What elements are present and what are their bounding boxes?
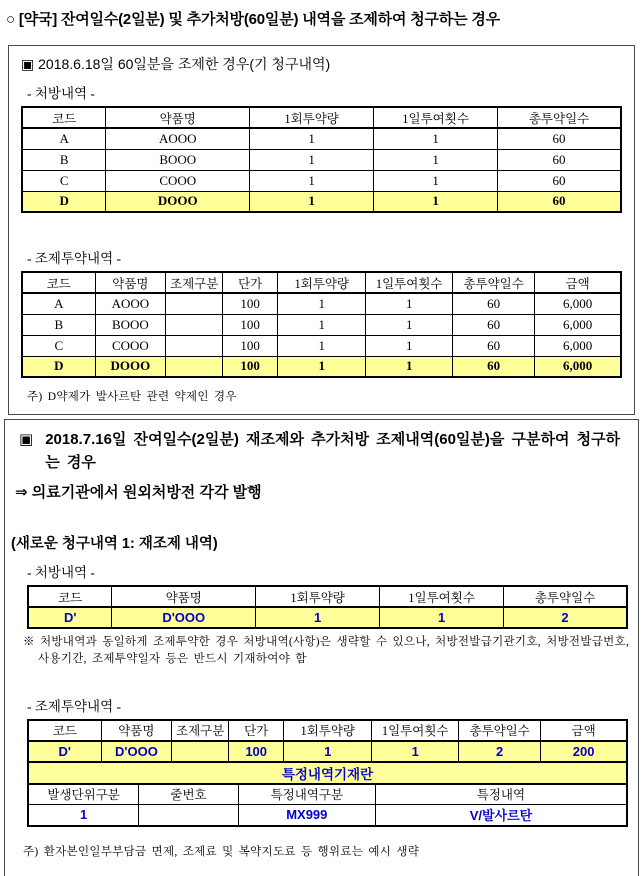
prior-dispense-table <box>21 271 622 378</box>
cell: C <box>22 335 95 356</box>
cell: A <box>22 293 95 314</box>
header-cell: 줄번호 <box>139 784 238 805</box>
table-header-row <box>28 784 627 805</box>
cell: 1 <box>374 191 498 212</box>
page-title: ○ [약국] 잔여일수(2일분) 및 추가처방(60일분) 내역을 조제하여 청구하는 경우 <box>6 11 500 28</box>
cell: BOOO <box>95 314 166 335</box>
cell: 60 <box>498 170 621 191</box>
cell: AOOO <box>106 128 250 149</box>
cell: DOOO <box>106 191 250 212</box>
cell: COOO <box>95 335 166 356</box>
cell: 100 <box>223 335 278 356</box>
cell: 60 <box>453 314 535 335</box>
cell: 1 <box>28 805 139 826</box>
header-cell: 조제구분 <box>166 272 223 293</box>
cell: 2 <box>504 607 627 628</box>
header-cell: 약품명 <box>101 720 172 741</box>
new-claim-footnote: 주) 환자본인일부부담금 면제, 조제료 및 복약지도료 등 행위료는 예시 생략 <box>23 845 420 858</box>
new-claim-subtitle: (새로운 청구내역 1: 재조제 내역) <box>11 536 218 552</box>
header-cell: 총투약일수 <box>498 107 621 128</box>
cell <box>139 805 238 826</box>
cell: D' <box>28 607 112 628</box>
cell: 1 <box>372 741 459 762</box>
cell: 60 <box>498 191 621 212</box>
cell: 60 <box>498 128 621 149</box>
header-cell: 코드 <box>28 720 101 741</box>
cell: 2 <box>459 741 541 762</box>
cell: D'OOO <box>101 741 172 762</box>
cell: 1 <box>250 128 374 149</box>
cell <box>166 335 223 356</box>
cell: BOOO <box>106 149 250 170</box>
cell: 1 <box>250 191 374 212</box>
new-claim-section <box>4 419 639 876</box>
table-header-row <box>28 586 627 607</box>
cell: 1 <box>366 356 453 377</box>
special-detail-band-label: 특정내역기재란 <box>28 762 627 784</box>
header-cell: 1회투약량 <box>256 586 380 607</box>
cell: 1 <box>278 293 366 314</box>
cell: 6,000 <box>535 314 621 335</box>
header-cell: 1회투약량 <box>250 107 374 128</box>
table-row-highlighted <box>22 356 621 377</box>
new-claim-heading <box>19 428 630 474</box>
cell: 6,000 <box>535 293 621 314</box>
table-row <box>28 805 627 826</box>
special-detail-table <box>27 783 628 827</box>
cell: 100 <box>223 293 278 314</box>
table-row-highlighted <box>22 191 621 212</box>
cell: 1 <box>374 170 498 191</box>
prior-claim-section <box>8 45 635 415</box>
cell: C <box>22 170 106 191</box>
header-cell: 1회투약량 <box>284 720 372 741</box>
cell: A <box>22 128 106 149</box>
table-header-row <box>28 720 627 741</box>
cell: D <box>22 356 95 377</box>
cell <box>166 356 223 377</box>
table-row <box>22 128 621 149</box>
cell: 1 <box>366 314 453 335</box>
header-cell: 약품명 <box>106 107 250 128</box>
table-header-row <box>22 272 621 293</box>
cell: D' <box>28 741 101 762</box>
cell: D'OOO <box>112 607 256 628</box>
cell: MX999 <box>238 805 375 826</box>
prescription-label: - 처방내역 - <box>27 565 95 580</box>
table-row <box>22 149 621 170</box>
cell: DOOO <box>95 356 166 377</box>
cell: D <box>22 191 106 212</box>
cell: 100 <box>223 314 278 335</box>
cell: 1 <box>250 170 374 191</box>
header-cell: 총투약일수 <box>504 586 627 607</box>
cell: 1 <box>250 149 374 170</box>
table-row <box>22 314 621 335</box>
header-cell: 약품명 <box>112 586 256 607</box>
header-cell: 1일투여횟수 <box>374 107 498 128</box>
special-detail-band <box>28 762 627 784</box>
cell: 1 <box>284 741 372 762</box>
table-row-highlighted <box>28 607 627 628</box>
header-cell: 단가 <box>223 272 278 293</box>
cell: 1 <box>278 356 366 377</box>
header-cell: 코드 <box>22 272 95 293</box>
new-prescription-table <box>27 585 628 629</box>
cell: AOOO <box>95 293 166 314</box>
cell: 100 <box>229 741 284 762</box>
cell: 1 <box>374 149 498 170</box>
cell: 1 <box>366 293 453 314</box>
header-cell: 약품명 <box>95 272 166 293</box>
header-cell: 금액 <box>541 720 627 741</box>
prior-claim-footnote: 주) D약제가 발사르탄 관련 약제인 경우 <box>27 391 237 403</box>
header-cell: 코드 <box>28 586 112 607</box>
header-cell: 1회투약량 <box>278 272 366 293</box>
square-bullet-icon: ▣ <box>19 431 34 448</box>
header-cell: 코드 <box>22 107 106 128</box>
prior-prescription-table <box>21 106 622 213</box>
table-row <box>22 293 621 314</box>
cell: B <box>22 149 106 170</box>
cell <box>166 314 223 335</box>
new-dispense-table <box>27 719 628 785</box>
header-cell: 특정내역구분 <box>238 784 375 805</box>
cell: 100 <box>223 356 278 377</box>
dispense-label: - 조제투약내역 - <box>27 698 121 714</box>
header-cell: 금액 <box>535 272 621 293</box>
prescription-label: - 처방내역 - <box>27 86 95 101</box>
cell: 200 <box>541 741 627 762</box>
header-cell: 조제구분 <box>172 720 229 741</box>
header-cell: 발생단위구분 <box>28 784 139 805</box>
cell: 6,000 <box>535 356 621 377</box>
header-cell: 1일투여횟수 <box>372 720 459 741</box>
cell: 1 <box>278 335 366 356</box>
cell: V/발사르탄 <box>375 805 627 826</box>
new-claim-heading-text: 2018.7.16일 잔여일수(2일분) 재조제와 추가처방 조제내역(60일분)을 구분하여 청구하는 경우 <box>45 431 621 471</box>
cell <box>166 293 223 314</box>
header-cell: 총투약일수 <box>459 720 541 741</box>
header-cell: 총투약일수 <box>453 272 535 293</box>
cell: 1 <box>256 607 380 628</box>
table-header-row <box>22 107 621 128</box>
table-row <box>22 170 621 191</box>
header-cell: 단가 <box>229 720 284 741</box>
header-cell: 1일투여횟수 <box>366 272 453 293</box>
cell: 1 <box>380 607 504 628</box>
cell: 60 <box>498 149 621 170</box>
cell: B <box>22 314 95 335</box>
cell: 1 <box>278 314 366 335</box>
cell: 1 <box>366 335 453 356</box>
cell: 1 <box>374 128 498 149</box>
cell: COOO <box>106 170 250 191</box>
issuance-note: ⇒ 의료기관에서 원외처방전 각각 발행 <box>15 484 262 501</box>
table-row <box>22 335 621 356</box>
table-row-highlighted <box>28 741 627 762</box>
prior-claim-heading: ▣ 2018.6.18일 60일분을 조제한 경우(기 청구내역) <box>21 56 331 72</box>
header-cell: 1일투여횟수 <box>380 586 504 607</box>
dispense-label: - 조제투약내역 - <box>27 251 121 266</box>
cell: 60 <box>453 335 535 356</box>
cell <box>172 741 229 762</box>
cell: 6,000 <box>535 335 621 356</box>
cell: 60 <box>453 356 535 377</box>
prescription-omission-note: ※ 처방내역과 동일하게 조제투약한 경우 처방내역(사항)은 생략할 수 있으나, 처방전발급기관기호, 처방전발급번호, 사용기간, 조제투약일자 등은 반드시 기재하여야 함 <box>23 636 630 666</box>
cell: 60 <box>453 293 535 314</box>
header-cell: 특정내역 <box>375 784 627 805</box>
